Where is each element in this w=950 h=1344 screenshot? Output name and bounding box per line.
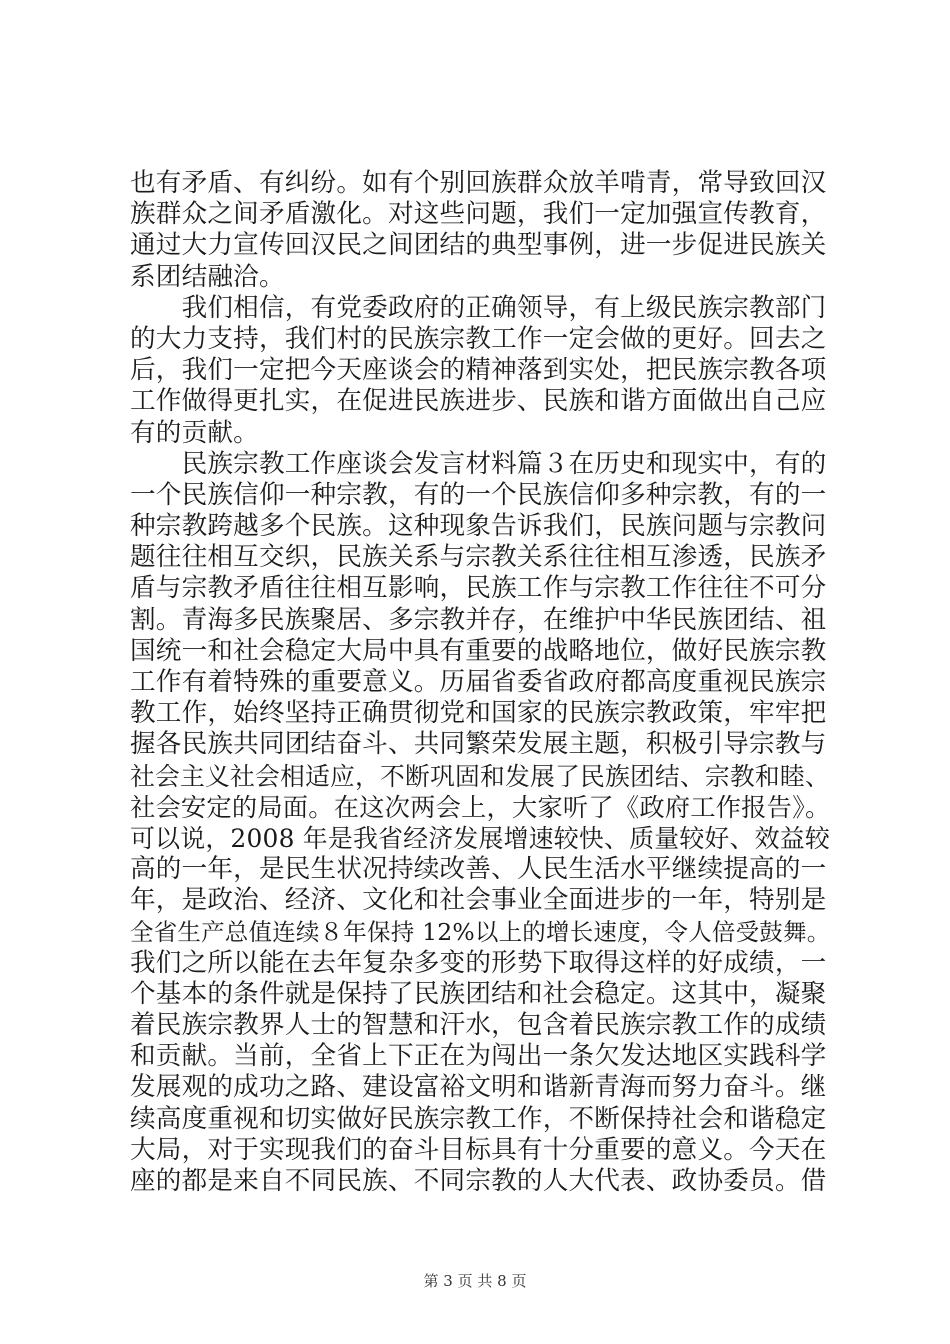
text-line: 续高度重视和切实做好民族宗教工作，不断保持社会和谐稳定 bbox=[130, 1103, 827, 1134]
text-line: 年，是政治、经济、文化和社会事业全面进步的一年，特别是 bbox=[130, 885, 827, 916]
text-line: 我们相信，有党委政府的正确领导，有上级民族宗教部门 bbox=[130, 292, 827, 323]
text-line: 通过大力宣传回汉民之间团结的典型事例，进一步促进民族关 bbox=[130, 230, 827, 261]
text-line: 盾与宗教矛盾往往相互影响，民族工作与宗教工作往往不可分 bbox=[130, 573, 827, 604]
text-line: 割。青海多民族聚居、多宗教并存，在维护中华民族团结、祖 bbox=[130, 604, 827, 635]
text-line: 社会主义社会相适应，不断巩固和发展了民族团结、宗教和睦、 bbox=[130, 761, 830, 791]
text-line: 高的一年，是民生状况持续改善、人民生活水平继续提高的一 bbox=[130, 854, 827, 885]
text-line: 全省生产总值连续８年保持 12%以上的增长速度，令人倍受鼓舞。 bbox=[130, 917, 831, 946]
text-line: 大局，对于实现我们的奋斗目标具有十分重要的意义。今天在 bbox=[130, 1134, 827, 1165]
text-line: 民族宗教工作座谈会发言材料篇３在历史和现实中，有的 bbox=[130, 448, 827, 479]
text-line: 后，我们一定把今天座谈会的精神落到实处，把民族宗教各项 bbox=[130, 355, 827, 386]
text-line: 发展观的成功之路、建设富裕文明和谐新青海而努力奋斗。继 bbox=[130, 1072, 827, 1103]
page-footer: 第 3 页 共 8 页 bbox=[423, 1272, 527, 1290]
text-line: 座的都是来自不同民族、不同宗教的人大代表、政协委员。借 bbox=[130, 1166, 827, 1196]
text-line: 可以说，2008 年是我省经济发展增速较快、质量较好、效益较 bbox=[130, 823, 830, 853]
text-line: 工作有着特殊的重要意义。历届省委省政府都高度重视民族宗 bbox=[130, 667, 827, 697]
text-line: 教工作，始终坚持正确贯彻党和国家的民族宗教政策，牢牢把 bbox=[130, 698, 827, 729]
text-line: 有的贡献。 bbox=[130, 417, 259, 448]
text-line: 社会安定的局面。在这次两会上，大家听了《政府工作报告》。 bbox=[130, 792, 831, 822]
text-line: 一个民族信仰一种宗教，有的一个民族信仰多种宗教，有的一 bbox=[130, 479, 827, 510]
text-line: 个基本的条件就是保持了民族团结和社会稳定。这其中，凝聚 bbox=[130, 978, 827, 1009]
text-line: 和贡献。当前，全省上下正在为闯出一条欠发达地区实践科学 bbox=[130, 1041, 827, 1072]
text-line: 着民族宗教界人士的智慧和汗水，包含着民族宗教工作的成绩 bbox=[130, 1010, 827, 1041]
body-text bbox=[130, 168, 830, 1197]
text-line: 题往往相互交织，民族关系与宗教关系往往相互渗透，民族矛 bbox=[130, 542, 827, 573]
text-line: 的大力支持，我们村的民族宗教工作一定会做的更好。回去之 bbox=[130, 323, 827, 354]
text-line: 握各民族共同团结奋斗、共同繁荣发展主题，积极引导宗教与 bbox=[130, 729, 827, 760]
text-line: 也有矛盾、有纠纷。如有个别回族群众放羊啃青，常导致回汉 bbox=[130, 168, 827, 198]
text-line: 族群众之间矛盾激化。对这些问题，我们一定加强宣传教育， bbox=[130, 199, 827, 230]
text-line: 国统一和社会稳定大局中具有重要的战略地位，做好民族宗教 bbox=[130, 635, 827, 666]
text-line: 系团结融洽。 bbox=[130, 261, 285, 292]
text-line: 工作做得更扎实，在促进民族进步、民族和谐方面做出自己应 bbox=[130, 386, 827, 417]
text-line: 我们之所以能在去年复杂多变的形势下取得这样的好成绩，一 bbox=[130, 947, 827, 978]
text-line: 种宗教跨越多个民族。这种现象告诉我们，民族问题与宗教问 bbox=[130, 511, 827, 542]
